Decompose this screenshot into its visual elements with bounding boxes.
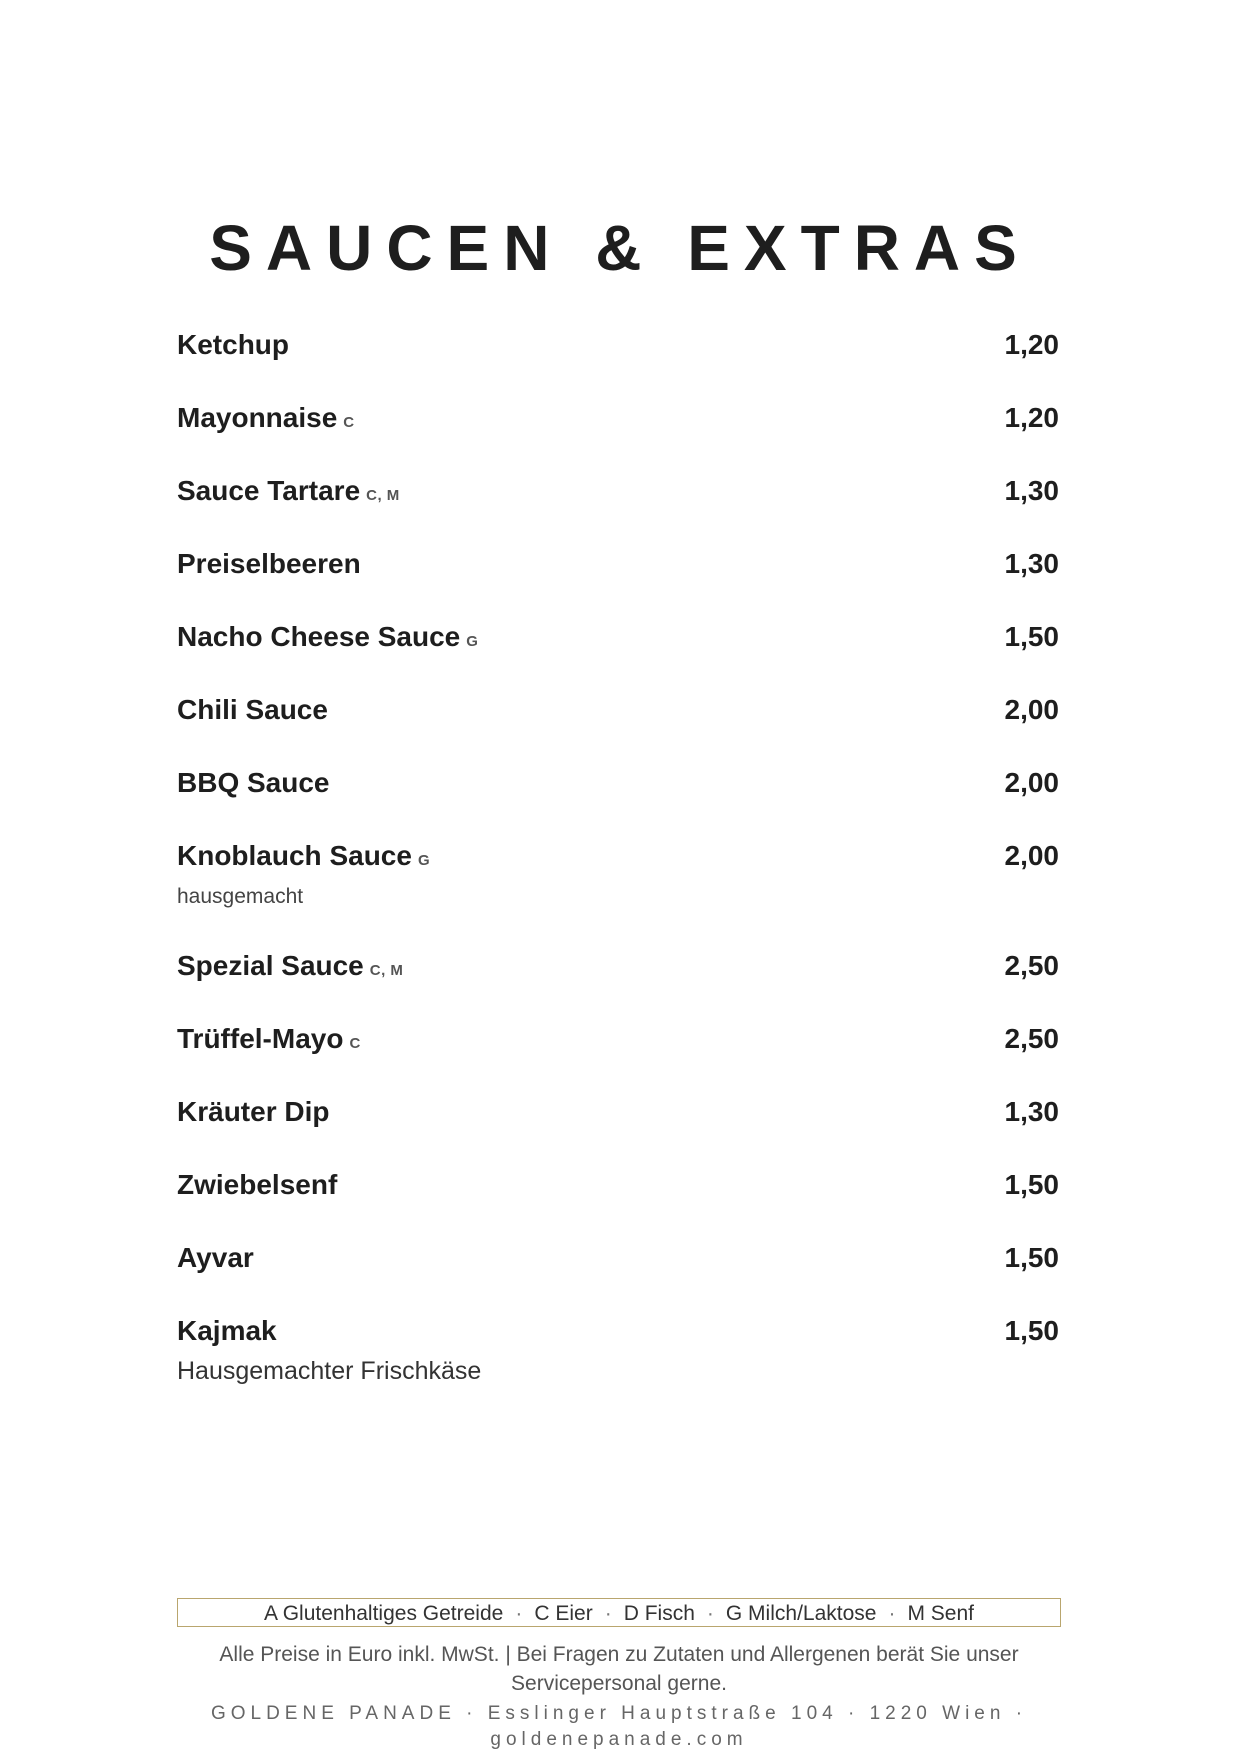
item-allergens: C, M xyxy=(366,487,400,504)
item-name: Nacho Cheese Sauce G xyxy=(177,621,479,652)
item-price: 2,50 xyxy=(1004,950,1059,981)
item-name: Knoblauch Sauce G xyxy=(177,840,431,871)
item-price: 1,20 xyxy=(1004,402,1059,433)
item-name: Sauce Tartare C, M xyxy=(177,475,400,506)
menu-item xyxy=(177,836,1059,946)
item-price: 1,50 xyxy=(1004,621,1059,652)
legend-separator: · xyxy=(515,1602,523,1625)
item-price: 1,20 xyxy=(1004,329,1059,360)
menu-item xyxy=(177,1019,1059,1092)
legend-separator: · xyxy=(888,1602,896,1625)
allergen-legend-item: A Glutenhaltiges Getreide xyxy=(264,1602,504,1625)
menu-item xyxy=(177,398,1059,471)
menu-item xyxy=(177,763,1059,836)
item-allergens: G xyxy=(417,852,431,869)
menu-list xyxy=(177,325,1059,1411)
item-name: BBQ Sauce xyxy=(177,767,330,798)
item-allergens: C xyxy=(343,414,355,431)
menu-item xyxy=(177,325,1059,398)
price-note: Alle Preise in Euro inkl. MwSt. | Bei Fragen zu Zutaten und Allergenen berät Sie unser Servicepersonal gerne. xyxy=(219,1643,1019,1695)
allergen-legend-item: D Fisch xyxy=(623,1602,695,1625)
item-description: hausgemacht xyxy=(177,885,304,908)
menu-item xyxy=(177,1311,1059,1411)
item-price: 2,00 xyxy=(1004,767,1059,798)
item-name: Preiselbeeren xyxy=(177,548,361,579)
item-price: 2,00 xyxy=(1004,840,1059,871)
item-price: 1,50 xyxy=(1004,1315,1059,1346)
item-name: Ayvar xyxy=(177,1242,254,1273)
item-allergens: C, M xyxy=(369,962,404,979)
item-price: 2,00 xyxy=(1004,694,1059,725)
menu-item xyxy=(177,544,1059,617)
restaurant-address: GOLDENE PANADE · Esslinger Hauptstraße 104 · 1220 Wien · goldenepanade.com xyxy=(210,1703,1028,1750)
item-name: Kajmak xyxy=(177,1315,277,1346)
item-description: Hausgemachter Frischkäse xyxy=(177,1357,482,1385)
allergen-legend-item: G Milch/Laktose xyxy=(725,1602,877,1625)
item-name: Zwiebelsenf xyxy=(177,1169,338,1200)
menu-item xyxy=(177,1092,1059,1165)
legend-separator: · xyxy=(604,1602,612,1625)
allergen-legend-item: M Senf xyxy=(907,1602,974,1625)
legend-separator: · xyxy=(706,1602,714,1625)
item-price: 1,30 xyxy=(1004,548,1059,579)
item-price: 1,50 xyxy=(1004,1169,1059,1200)
item-allergens: C xyxy=(349,1035,361,1052)
item-name: Mayonnaise C xyxy=(177,402,355,433)
menu-item xyxy=(177,1165,1059,1238)
item-price: 1,30 xyxy=(1004,1096,1059,1127)
item-allergens: G xyxy=(466,633,479,650)
allergen-legend-item: C Eier xyxy=(534,1602,593,1625)
allergen-legend xyxy=(177,1598,1061,1627)
item-name: Kräuter Dip xyxy=(177,1096,330,1127)
item-name: Trüffel-Mayo C xyxy=(177,1023,361,1054)
item-price: 1,30 xyxy=(1004,475,1059,506)
item-price: 1,50 xyxy=(1004,1242,1059,1273)
menu-item xyxy=(177,946,1059,1019)
item-price: 2,50 xyxy=(1004,1023,1059,1054)
item-name: Spezial Sauce C, M xyxy=(177,950,404,981)
item-name: Chili Sauce xyxy=(177,694,328,725)
item-name: Ketchup xyxy=(177,329,289,360)
menu-item xyxy=(177,690,1059,763)
menu-item xyxy=(177,1238,1059,1311)
menu-item xyxy=(177,471,1059,544)
page-title: SAUCEN & EXTRAS xyxy=(209,212,1031,284)
menu-item xyxy=(177,617,1059,690)
